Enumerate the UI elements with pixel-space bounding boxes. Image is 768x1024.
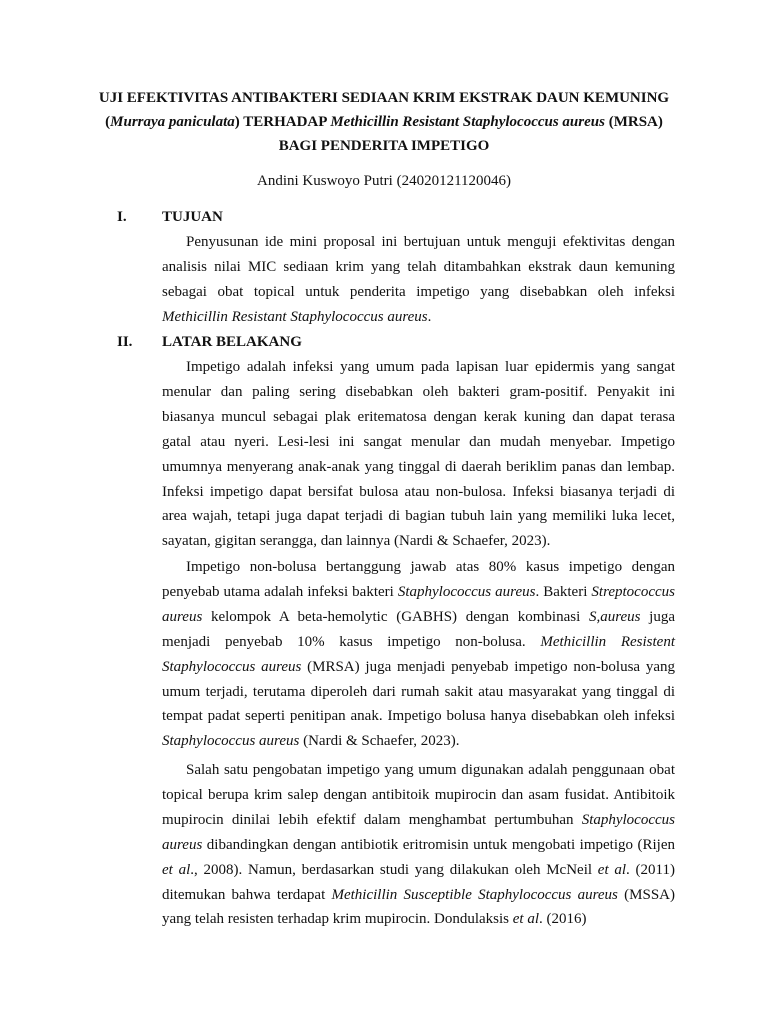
paragraph-tujuan	[162, 230, 675, 330]
italic-term: Staphylococcus aureus	[397, 583, 536, 600]
paragraph-text: . Bakteri	[535, 583, 592, 600]
title-text: ) TERHADAP	[234, 114, 331, 130]
section-number: II.	[117, 334, 133, 350]
document-title	[98, 86, 670, 158]
title-species: Murraya paniculata	[110, 114, 235, 130]
title-text: UJI EFEKTIVITAS ANTIBAKTERI SEDIAAN KRIM EKSTRAK DAUN KEMUNING (	[98, 90, 670, 130]
italic-term: Methicillin Resistant Staphylococcus aureus	[162, 308, 428, 325]
paragraph-latar-3	[162, 758, 675, 932]
paragraph-text: Penyusunan ide mini proposal ini bertujuan untuk menguji efektivitas dengan analisis nilai MIC sediaan krim yang telah ditambahkan ekstrak daun kemuning sebagai obat topical untuk penderita impetigo yang disebabkan oleh infeksi	[162, 234, 675, 300]
title-text: (MRSA) BAGI PENDERITA IMPETIGO	[278, 114, 663, 154]
italic-term: et al	[512, 911, 539, 928]
italic-term: Staphylococcus aureus	[162, 811, 675, 853]
title-bacteria: Methicillin Resistant Staphylococcus aureus	[330, 114, 605, 130]
section-number: I.	[117, 209, 127, 225]
paragraph-text: . (2011) ditemukan bahwa terdapat	[162, 861, 675, 903]
paragraph-text: ., 2008). Namun, berdasarkan studi yang dilakukan oleh McNeil	[190, 861, 598, 878]
italic-term: Streptococcus aureus	[162, 583, 675, 625]
paragraph-latar-2	[162, 555, 675, 754]
italic-term: S,aureus	[588, 608, 641, 625]
italic-term: Staphylococcus aureus	[162, 733, 300, 750]
italic-term: et al	[597, 861, 627, 878]
paragraph-text: Impetigo non-bolusa bertanggung jawab atas 80% kasus impetigo dengan penyebab utama adalah infeksi bakteri	[162, 559, 675, 600]
paragraph-text: Impetigo adalah infeksi yang umum pada lapisan luar epidermis yang sangat menular dan paling sering disebabkan oleh bakteri gram-positif. Penyakit ini biasanya muncul sebagai plak eritematosa dengan kerak kuning dan dapat terasa gatal atau nyeri. Lesi-lesi ini sangat menular dan mudah menyebar. Impetigo umumnya menyerang anak-anak yang tinggal di daerah beriklim panas dan lembap. Infeksi impetigo dapat bersifat bulosa atau non-bulosa. Infeksi biasanya terjadi di area wajah, tetapi juga dapat terjadi di bagian tubuh lain yang memiliki luka lecet, sayatan, gigitan serangga, dan lainnya (Nardi & Schaefer, 2023).	[162, 359, 675, 550]
paragraph-text: kelompok A beta-hemolytic (GABHS) dengan kombinasi	[202, 608, 589, 625]
paragraph-text: dibandingkan dengan antibiotik eritromisin untuk mengobati impetigo (Rijen	[202, 836, 675, 853]
italic-term: Methicillin Susceptible Staphylococcus aureus	[331, 886, 618, 903]
italic-term: Methicillin Resistent Staphylococcus aureus	[162, 633, 675, 675]
paragraph-text: (MRSA) juga menjadi penyebab impetigo non-bolusa yang umum terjadi, terutama diperoleh dari rumah sakit atau masyarakat yang tinggal di tempat padat seperti penitipan anak. Impetigo bolusa hanya disebabkan oleh infeksi	[162, 658, 675, 725]
paragraph-latar-1	[162, 355, 675, 554]
paragraph-text: (Nardi & Schaefer, 2023).	[299, 733, 460, 750]
section-label: LATAR BELAKANG	[162, 334, 302, 350]
paragraph-text: .	[427, 308, 432, 325]
section-label: TUJUAN	[162, 209, 223, 225]
paragraph-text: (MSSA) yang telah resisten terhadap krim mupirocin. Dondulaksis	[162, 886, 675, 928]
paragraph-text: juga menjadi penyebab 10% kasus impetigo non-bolusa.	[162, 608, 676, 650]
italic-term: et al	[162, 861, 191, 878]
author-line: Andini Kuswoyo Putri (24020121120046)	[256, 173, 512, 189]
paragraph-text: . (2016)	[539, 911, 587, 928]
paragraph-text: Salah satu pengobatan impetigo yang umum digunakan adalah penggunaan obat topical berupa krim salep dengan antibitoik mupirocin dan asam fusidat. Antibitoik mupirocin dinilai lebih efektif dalam menghambat pertumbuhan	[162, 762, 675, 828]
